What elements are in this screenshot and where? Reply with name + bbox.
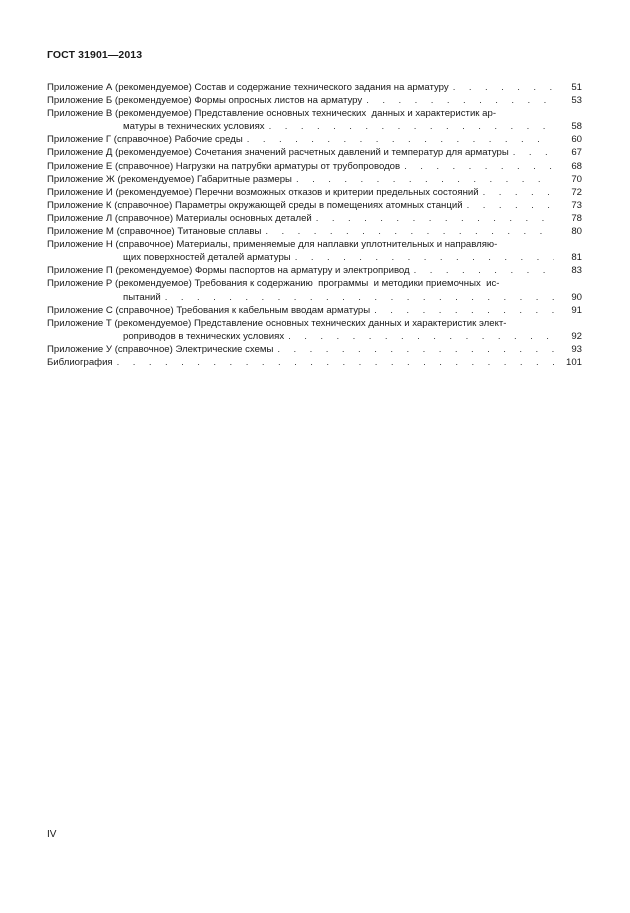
leader-dots <box>165 291 554 304</box>
leader-dots <box>467 199 554 212</box>
toc-page-number: 92 <box>571 330 582 342</box>
toc-entry-title: Библиография <box>47 356 113 368</box>
toc-entry <box>47 277 582 303</box>
leader-dots <box>247 133 554 146</box>
toc-entry <box>47 304 582 317</box>
toc-entry-title: Приложение Г (справочное) Рабочие среды <box>47 134 243 146</box>
toc-entry-title: Приложение М (справочное) Титановые сплавы <box>47 226 262 238</box>
toc-entry-title: Приложение Т (рекомендуемое) Представление основных технических данных и характеристик элект- <box>47 317 507 329</box>
page-number: IV <box>47 829 57 840</box>
toc-entry-title: Приложение Н (справочное) Материалы, применяемые для наплавки уплотнительных и направляю- <box>47 239 498 251</box>
toc-entry <box>47 356 582 369</box>
table-of-contents <box>47 81 582 369</box>
toc-page-number: 90 <box>571 291 582 303</box>
toc-page-number: 101 <box>565 356 582 368</box>
toc-entry <box>47 343 582 356</box>
toc-entry <box>47 199 582 212</box>
toc-page-number: 51 <box>571 82 582 93</box>
toc-page-number: 72 <box>571 186 582 198</box>
toc-page-number: 93 <box>571 343 582 355</box>
leader-dots <box>374 304 554 317</box>
toc-page-number: 67 <box>571 147 582 159</box>
toc-entry-title: Приложение Е (справочное) Нагрузки на патрубки арматуры от трубопроводов <box>47 160 401 172</box>
toc-page-number: 58 <box>571 121 582 133</box>
toc-entry <box>47 212 582 225</box>
leader-dots <box>265 225 554 238</box>
leader-dots <box>404 160 554 173</box>
toc-entry-title: щих поверхностей деталей арматуры <box>123 252 291 264</box>
leader-dots <box>513 146 554 159</box>
toc-entry <box>47 133 582 146</box>
toc-entry-title: Приложение Б (рекомендуемое) Формы опросных листов на арматуру <box>47 95 363 107</box>
toc-entry <box>47 186 582 199</box>
leader-dots <box>117 356 554 369</box>
toc-entry-title: Приложение П (рекомендуемое) Формы паспортов на арматуру и электропривод <box>47 265 410 277</box>
toc-entry-title: роприводов в технических условиях <box>123 330 285 342</box>
leader-dots <box>277 343 554 356</box>
toc-entry <box>47 225 582 238</box>
leader-dots <box>295 251 554 264</box>
leader-dots <box>288 330 554 343</box>
toc-entry <box>47 238 582 264</box>
toc-entry-title: Приложение И (рекомендуемое) Перечни возможных отказов и критерии предельных состояний <box>47 186 479 198</box>
toc-entry <box>47 317 582 343</box>
toc-page-number: 80 <box>571 226 582 238</box>
toc-entry-title: Приложение К (справочное) Параметры окружающей среды в помещениях атомных станций <box>47 199 463 211</box>
document-header: ГОСТ 31901—2013 <box>47 49 143 61</box>
toc-entry <box>47 94 582 107</box>
leader-dots <box>366 94 554 107</box>
toc-page-number: 78 <box>571 212 582 224</box>
toc-entry-title: Приложение С (справочное) Требования к кабельным вводам арматуры <box>47 304 371 316</box>
leader-dots <box>269 120 554 133</box>
toc-page-number: 68 <box>571 160 582 172</box>
leader-dots <box>296 173 554 186</box>
toc-page-number: 53 <box>571 95 582 107</box>
toc-entry <box>47 160 582 173</box>
toc-entry <box>47 264 582 277</box>
toc-entry-title: Приложение Ж (рекомендуемое) Габаритные размеры <box>47 173 292 185</box>
toc-entry-title: Приложение Л (справочное) Материалы основных деталей <box>47 212 312 224</box>
toc-entry <box>47 81 582 94</box>
toc-entry <box>47 173 582 186</box>
toc-entry-title: Приложение У (справочное) Электрические схемы <box>47 343 274 355</box>
toc-page-number: 81 <box>571 252 582 264</box>
toc-page-number: 73 <box>571 199 582 211</box>
toc-entry <box>47 146 582 159</box>
toc-entry-title: матуры в технических условиях <box>123 121 265 133</box>
toc-entry-title: Приложение В (рекомендуемое) Представление основных технических данных и характеристик ар- <box>47 108 497 120</box>
leader-dots <box>453 81 554 94</box>
leader-dots <box>483 186 554 199</box>
toc-entry-title: Приложение Д (рекомендуемое) Сочетания значений расчетных давлений и температур для арматуры <box>47 147 509 159</box>
toc-entry-title: Приложение Р (рекомендуемое) Требования к содержанию программы и методики приемочных ис- <box>47 278 500 290</box>
leader-dots <box>316 212 554 225</box>
toc-page-number: 70 <box>571 173 582 185</box>
toc-entry-title: пытаний <box>123 291 161 303</box>
toc-page-number: 91 <box>571 304 582 316</box>
toc-page-number: 60 <box>571 134 582 146</box>
toc-page-number: 83 <box>571 265 582 277</box>
toc-entry <box>47 107 582 133</box>
leader-dots <box>414 264 554 277</box>
toc-entry-title: Приложение А (рекомендуемое) Состав и содержание технического задания на арматуру <box>47 82 449 93</box>
